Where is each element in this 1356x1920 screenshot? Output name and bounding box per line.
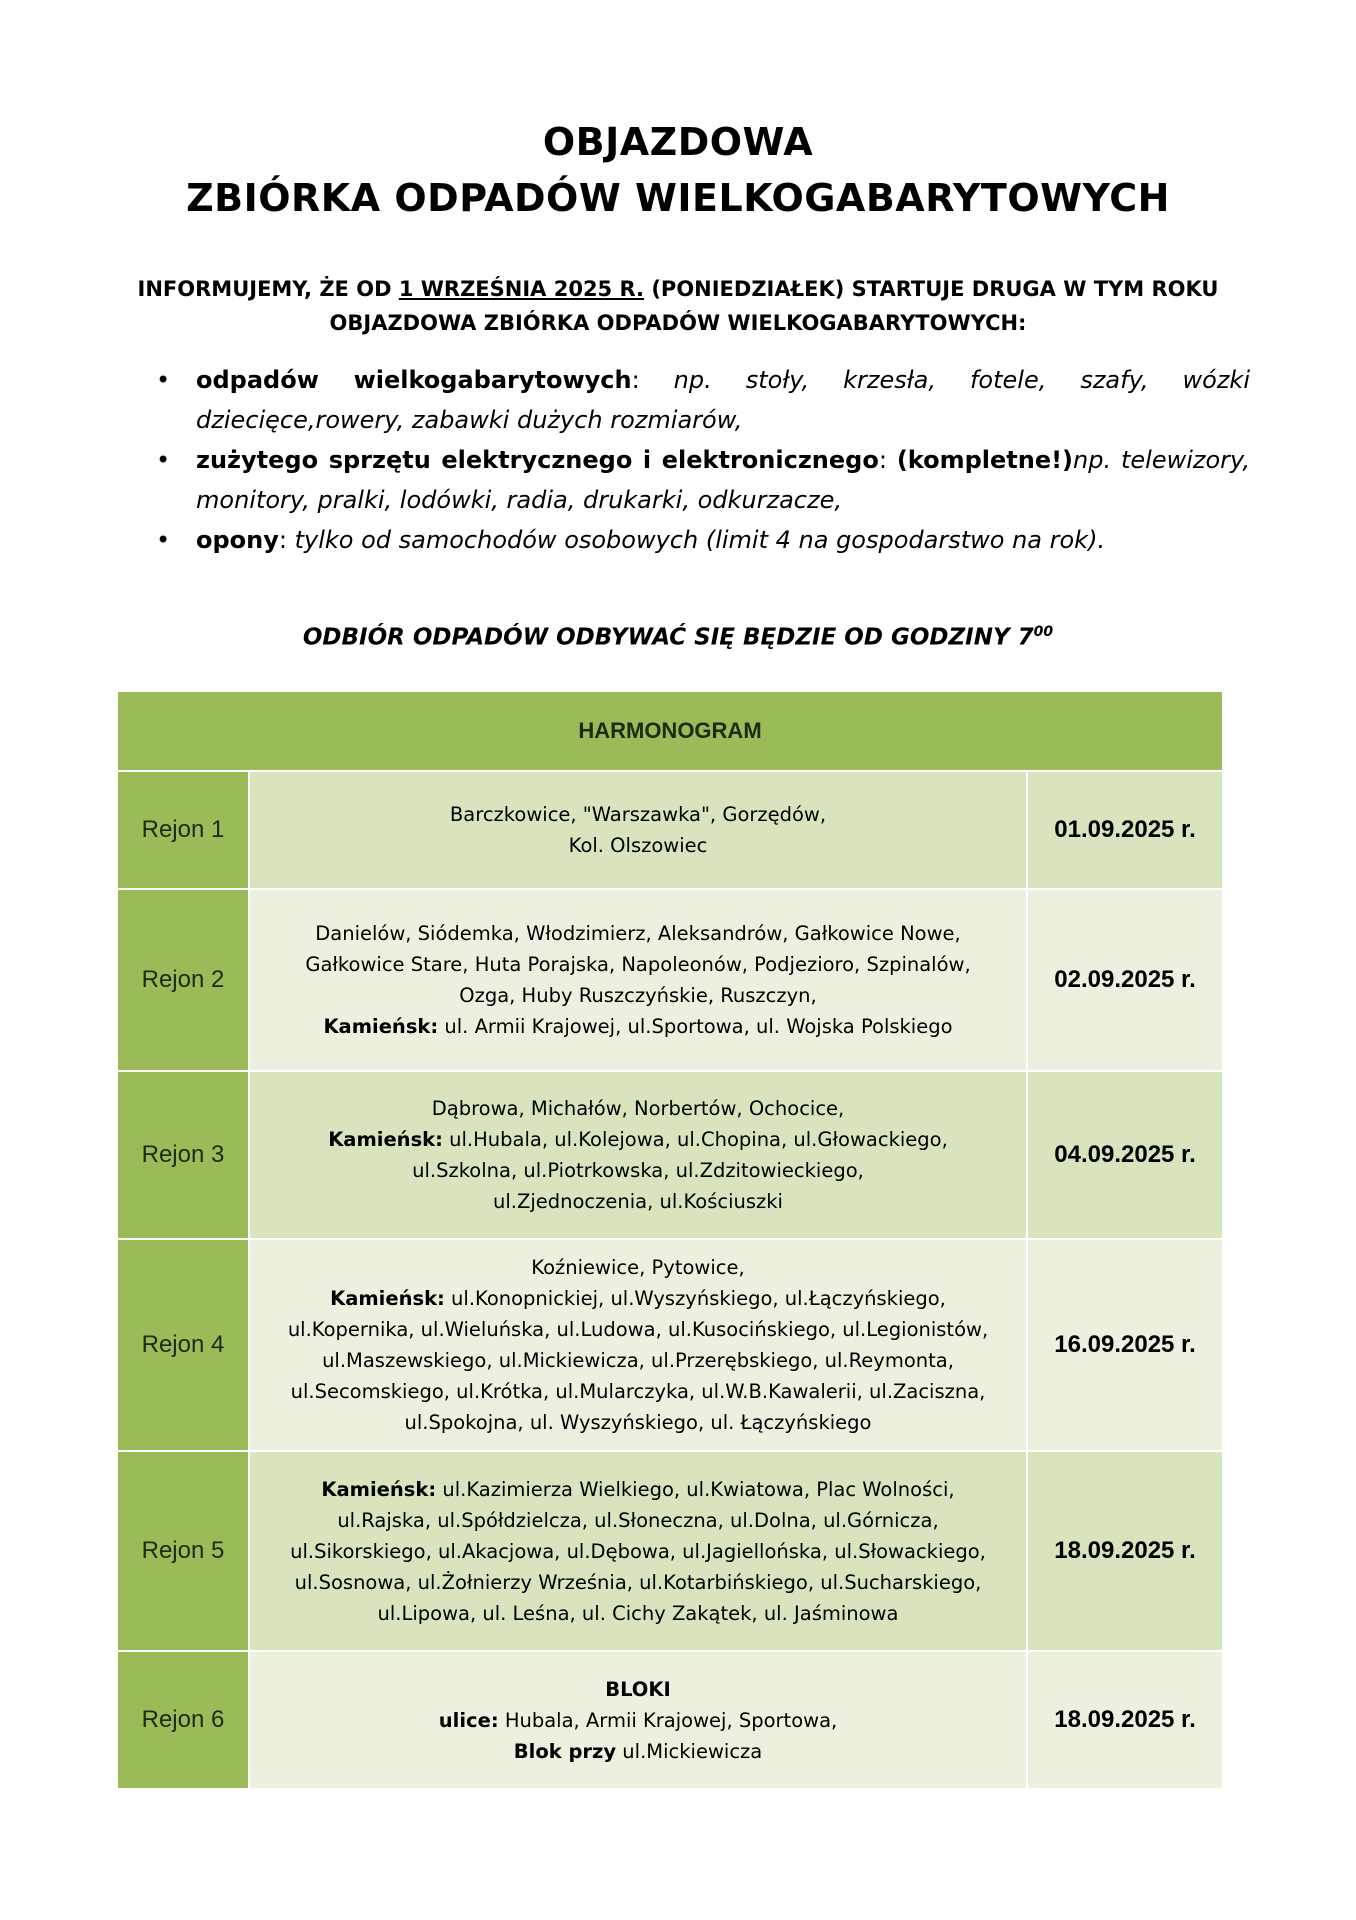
area-text: ul.Rajska, ul.Spółdzielcza, ul.Słoneczna, ul.Dolna, ul.Górnicza, xyxy=(337,1508,939,1532)
area-line xyxy=(290,1474,986,1505)
info-start-date: 1 WRZEŚNIA 2025 R. xyxy=(398,277,645,301)
rejon-cell: Rejon 6 xyxy=(118,1650,248,1788)
area-line xyxy=(328,1155,948,1186)
area-line xyxy=(439,1736,837,1767)
date-cell: 02.09.2025 r. xyxy=(1026,888,1222,1070)
notice-superscript: 00 xyxy=(1033,624,1054,640)
area-label: ulice: xyxy=(438,1708,499,1732)
bullet-term: zużytego sprzętu elektrycznego i elektronicznego xyxy=(196,446,879,474)
area-label: Kamieńsk: xyxy=(330,1287,445,1310)
area-text: ul.Konopnickiej, ul.Wyszyńskiego, ul.Łączyńskiego, xyxy=(444,1287,946,1310)
area-cell xyxy=(248,888,1026,1070)
notice-text: ODBIÓR ODPADÓW ODBYWAĆ SIĘ BĘDZIE OD GODZINY 7 xyxy=(302,624,1034,651)
area-text: Gałkowice Stare, Huta Porajska, Napoleonów, Podjezioro, Szpinalów, xyxy=(305,953,971,976)
area-text: Koźniewice, Pytowice, xyxy=(531,1256,745,1279)
area-line xyxy=(288,1376,988,1407)
area-line xyxy=(328,1186,948,1217)
table-row xyxy=(118,1238,1222,1450)
table-row xyxy=(118,770,1222,888)
area-label: Kamieńsk: xyxy=(323,1015,439,1038)
area-line xyxy=(450,830,826,861)
area-text: ul.Secomskiego, ul.Krótka, ul.Mularczyka, ul.W.B.Kawalerii, ul.Zaciszna, xyxy=(290,1380,986,1403)
area-text: Ozga, Huby Ruszczyńskie, Ruszczyn, xyxy=(459,984,817,1007)
area-line xyxy=(288,1314,988,1345)
bullet-text: np. stoły, krzesła, fotele, szafy, wózki dziecięce,rowery, zabawki dużych rozmiarów, xyxy=(196,366,1250,434)
rejon-cell: Rejon 4 xyxy=(118,1238,248,1450)
waste-types-list xyxy=(150,360,1250,560)
area-line xyxy=(288,1345,988,1376)
area-text: ul. Armii Krajowej, ul.Sportowa, ul. Wojska Polskiego xyxy=(438,1015,953,1038)
area-text: ul.Sikorskiego, ul.Akacjowa, ul.Dębowa, ul.Jagiellońska, ul.Słowackiego, xyxy=(290,1539,986,1563)
info-pre: INFORMUJEMY, ŻE OD xyxy=(137,277,399,301)
area-label: BLOKI xyxy=(605,1677,671,1701)
area-lines xyxy=(305,918,970,1042)
date-cell: 18.09.2025 r. xyxy=(1026,1450,1222,1650)
collection-time-notice xyxy=(0,624,1356,651)
area-text: ul.Hubala, ul.Kolejowa, ul.Chopina, ul.Głowackiego, xyxy=(442,1128,948,1151)
area-text: ul.Kopernika, ul.Wieluńska, ul.Ludowa, ul.Kusocińskiego, ul.Legionistów, xyxy=(287,1318,989,1341)
bullet-dot-icon: • xyxy=(156,446,171,474)
area-text: Dąbrowa, Michałów, Norbertów, Ochocice, xyxy=(431,1097,845,1120)
info-post: (PONIEDZIAŁEK) STARTUJE DRUGA W TYM ROKU xyxy=(644,277,1219,301)
bullet-dot-icon: • xyxy=(156,526,171,554)
bullet-text: np. telewizory, monitory, pralki, lodówki, radia, drukarki, odkurzacze, xyxy=(196,446,1251,514)
area-line xyxy=(305,980,970,1011)
date-cell: 18.09.2025 r. xyxy=(1026,1650,1222,1788)
area-cell xyxy=(248,1450,1026,1650)
area-text: ul.Szkolna, ul.Piotrkowska, ul.Zdzitowieckiego, xyxy=(412,1159,864,1182)
date-cell: 04.09.2025 r. xyxy=(1026,1070,1222,1238)
area-cell xyxy=(248,1238,1026,1450)
bullet-separator: : xyxy=(878,446,897,474)
area-text: ul.Spokojna, ul. Wyszyńskiego, ul. Łączyńskiego xyxy=(404,1411,872,1434)
area-lines xyxy=(328,1093,948,1217)
area-line xyxy=(288,1283,988,1314)
area-text: ul.Kazimierza Wielkiego, ul.Kwiatowa, Plac Wolności, xyxy=(436,1477,955,1501)
area-cell xyxy=(248,770,1026,888)
area-line xyxy=(328,1093,948,1124)
bullet-separator: : xyxy=(278,526,295,554)
area-text: ul.Mickiewicza xyxy=(616,1739,763,1763)
area-line xyxy=(328,1124,948,1155)
area-text: ul.Maszewskiego, ul.Mickiewicza, ul.Przerębskiego, ul.Reymonta, xyxy=(322,1349,954,1372)
info-line-1 xyxy=(100,272,1256,306)
bullet-item xyxy=(150,440,1250,520)
date-cell: 01.09.2025 r. xyxy=(1026,770,1222,888)
area-line xyxy=(305,1011,970,1042)
area-text: Hubala, Armii Krajowej, Sportowa, xyxy=(498,1708,838,1732)
area-text: Kol. Olszowiec xyxy=(568,834,708,857)
table-body xyxy=(118,770,1222,1788)
bullet-dot-icon: • xyxy=(156,366,171,394)
area-label: Kamieńsk: xyxy=(328,1128,443,1151)
area-line xyxy=(290,1598,986,1629)
rejon-cell: Rejon 2 xyxy=(118,888,248,1070)
area-text: ul.Zjednoczenia, ul.Kościuszki xyxy=(493,1190,783,1213)
info-line-2: OBJAZDOWA ZBIÓRKA ODPADÓW WIELKOGABARYTOWYCH: xyxy=(329,311,1027,335)
bullet-term: odpadów wielkogabarytowych xyxy=(196,366,632,394)
bullet-item xyxy=(150,520,1250,560)
rejon-cell: Rejon 1 xyxy=(118,770,248,888)
area-text: Barczkowice, "Warszawka", Gorzędów, xyxy=(449,803,827,826)
area-line xyxy=(290,1505,986,1536)
area-label: Kamieńsk: xyxy=(321,1477,437,1501)
area-lines xyxy=(290,1474,986,1629)
rejon-cell: Rejon 5 xyxy=(118,1450,248,1650)
area-line xyxy=(439,1705,837,1736)
rejon-cell: Rejon 3 xyxy=(118,1070,248,1238)
area-text: ul.Lipowa, ul. Leśna, ul. Cichy Zakątek, ul. Jaśminowa xyxy=(377,1601,899,1625)
bullet-term: opony xyxy=(196,526,279,554)
area-lines xyxy=(439,1674,837,1767)
schedule-table xyxy=(118,692,1222,1788)
area-line xyxy=(450,799,826,830)
area-line xyxy=(290,1536,986,1567)
area-line xyxy=(288,1252,988,1283)
table-row xyxy=(118,1450,1222,1650)
area-line xyxy=(288,1407,988,1438)
bullet-item xyxy=(150,360,1250,440)
table-header: HARMONOGRAM xyxy=(118,692,1222,770)
area-text: Danielów, Siódemka, Włodzimierz, Aleksandrów, Gałkowice Nowe, xyxy=(315,922,961,945)
area-line xyxy=(290,1567,986,1598)
area-lines xyxy=(450,799,826,861)
area-cell xyxy=(248,1650,1026,1788)
area-text: ul.Sosnowa, ul.Żołnierzy Września, ul.Kotarbińskiego, ul.Sucharskiego, xyxy=(294,1570,982,1594)
area-line xyxy=(305,918,970,949)
title-line-2: ZBIÓRKA ODPADÓW WIELKOGABARYTOWYCH xyxy=(186,176,1170,220)
table-row xyxy=(118,1070,1222,1238)
area-cell xyxy=(248,1070,1026,1238)
table-row xyxy=(118,888,1222,1070)
bullet-extra: (kompletne!) xyxy=(896,446,1074,474)
area-lines xyxy=(288,1252,988,1438)
area-label: Blok przy xyxy=(513,1739,617,1763)
title-line-1: OBJAZDOWA xyxy=(542,120,814,164)
table-row xyxy=(118,1650,1222,1788)
area-line xyxy=(439,1674,837,1705)
date-cell: 16.09.2025 r. xyxy=(1026,1238,1222,1450)
bullet-text: tylko od samochodów osobowych (limit 4 na gospodarstwo na rok). xyxy=(294,526,1106,554)
area-line xyxy=(305,949,970,980)
bullet-separator: : xyxy=(631,366,674,394)
